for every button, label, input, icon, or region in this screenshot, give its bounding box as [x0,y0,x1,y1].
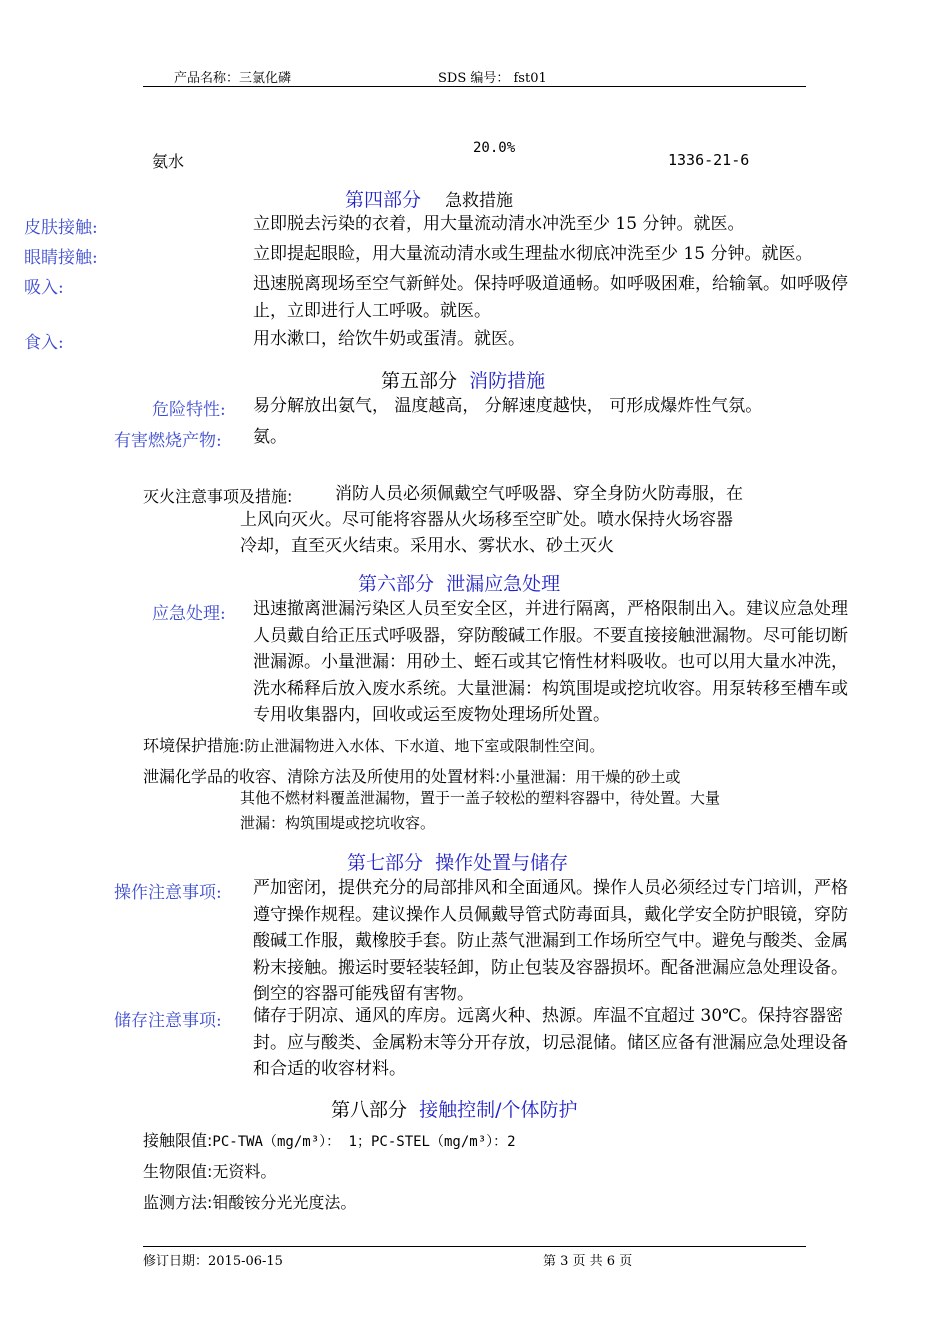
combustion-label: 有害燃烧产物: [114,431,222,451]
eye-contact-label: 眼睛接触: [24,248,98,268]
monitor-text: 钼酸铵分光光度法。 [212,1193,357,1212]
cleanup-first-line [143,764,680,787]
section7-part: 第七部分 [347,852,424,874]
emergency-line-3: 泄漏源。小量泄漏：用砂土、蛭石或其它惰性材料吸收。也可以用大量水冲洗， [253,652,848,672]
fire-line-1: 消防人员必须佩戴空气呼吸器、穿全身防火防毒服，在 [335,484,743,504]
handling-line-4: 粉末接触。搬运时要轻装轻卸，防止包装及容器损坏。配备泄漏应急处理设备。 [253,957,848,978]
handling-text [253,875,848,1008]
section5-title [381,366,545,393]
header-sds-number: SDS 编号： fst01 [438,71,547,86]
hazard-label: 危险特性: [152,400,226,420]
inhalation-label: 吸入: [24,278,64,298]
cleanup-line-1: 小量泄漏：用干燥的砂土或 [500,768,681,786]
cleanup-line-2: 其他不燃材料覆盖泄漏物，置于一盖子较松的塑料容器中，待处置。大量 [240,789,721,807]
bio-label: 生物限值: [143,1162,213,1181]
fire-line-2: 上风向灭火。尽可能将容器从火场移至空旷处。喷水保持火场容器 [240,510,733,530]
handling-line-5: 倒空的容器可能残留有害物。 [253,984,474,1004]
section6-title [358,569,560,596]
cleanup-label: 泄漏化学品的收容、清除方法及所使用的处置材料: [143,767,501,786]
emergency-label: 应急处理: [152,604,226,624]
ingestion-label: 食入: [24,333,64,353]
handling-label: 操作注意事项: [114,883,222,903]
section6-part: 第六部分 [358,573,435,595]
ingestion-text: 用水漱口，给饮牛奶或蛋清。就医。 [253,329,525,349]
emergency-line-4: 洗水稀释后放入废水系统。大量泄漏：构筑围堤或挖坑收容。用泵转移至槽车或 [253,678,848,699]
component-cas: 1336-21-6 [668,151,750,169]
component-percent: 20.0% [473,140,516,156]
storage-line-1: 储存于阴凉、通风的库房。远离火种、热源。库温不宜超过 30℃。保持容器密 [253,1006,844,1026]
handling-line-1: 严加密闭，提供充分的局部排风和全面通风。操作人员必须经过专门培训，严格 [253,878,848,898]
monitor-method [143,1190,356,1213]
bio-text: 无资料。 [212,1162,277,1181]
section4-name: 急救措施 [445,191,514,211]
section4-title [345,185,513,212]
env-label: 环境保护措施: [143,736,245,755]
env-text: 防止泄漏物进入水体、下水道、地下室或限制性空间。 [244,737,605,755]
bio-limit [143,1159,276,1182]
exposure-limit [143,1128,516,1151]
section5-part: 第五部分 [381,370,458,392]
handling-line-2: 遵守操作规程。建议操作人员佩戴导管式防毒面具，戴化学安全防护眼镜，穿防 [253,904,848,925]
handling-line-3: 酸碱工作服，戴橡胶手套。防止蒸气泄漏到工作场所空气中。避免与酸类、金属 [253,931,848,951]
storage-text [253,1003,848,1083]
section7-name: 操作处置与储存 [435,852,569,874]
emergency-line-1: 迅速撤离泄漏污染区人员至安全区，并进行隔离，严格限制出入。建议应急处理 [253,599,848,619]
limit-text: PC-TWA（mg/m³）： 1；PC-STEL（mg/m³）：2 [212,1134,516,1150]
storage-line-2: 封。应与酸类、金属粉末等分开存放，切忌混储。储区应备有泄漏应急处理设备 [253,1032,848,1053]
inhalation-line-2: 止，立即进行人工呼吸。就医。 [253,300,491,321]
inhalation-text [253,271,848,324]
skin-contact-label: 皮肤接触: [24,218,98,238]
skin-contact-text: 立即脱去污染的衣着，用大量流动清水冲洗至少 15 分钟。就医。 [253,214,745,234]
eye-contact-text: 立即提起眼睑，用大量流动清水或生理盐水彻底冲洗至少 15 分钟。就医。 [253,244,813,264]
env-protection [143,733,604,756]
emergency-line-2: 人员戴自给正压式呼吸器，穿防酸碱工作服。不要直接接触泄漏物。尽可能切断 [253,625,848,646]
monitor-label: 监测方法: [143,1193,213,1212]
header-product-name: 产品名称：三氯化磷 [174,71,292,86]
storage-line-3: 和合适的收容材料。 [253,1059,406,1079]
emergency-line-5: 专用收集器内，回收或运至废物处理场所处置。 [253,705,610,725]
emergency-text [253,596,848,729]
inhalation-line-1: 迅速脱离现场至空气新鲜处。保持呼吸道通畅。如呼吸困难，给输氧。如呼吸停 [253,274,848,294]
footer-revision-date: 修订日期：2015-06-15 [143,1254,283,1269]
section8-part: 第八部分 [331,1099,408,1121]
header-rule [143,86,806,87]
limit-label: 接触限值: [143,1131,213,1150]
section8-name: 接触控制/个体防护 [419,1099,578,1121]
section7-title [347,848,568,875]
cleanup-line-3: 泄漏：构筑围堤或挖坑收容。 [240,814,436,832]
section6-name: 泄漏应急处理 [446,573,561,595]
combustion-text: 氨。 [253,427,287,447]
storage-label: 储存注意事项: [114,1011,222,1031]
section8-title [331,1095,577,1122]
footer-page-number: 第 3 页 共 6 页 [543,1254,633,1269]
fire-label: 灭火注意事项及措施: [143,487,293,506]
hazard-text: 易分解放出氨气， 温度越高， 分解速度越快， 可形成爆炸性气氛。 [253,396,763,416]
section5-name: 消防措施 [469,370,546,392]
section4-part: 第四部分 [345,189,422,211]
component-name: 氨水 [152,152,185,171]
footer-rule [143,1246,806,1247]
fire-line-3: 冷却，直至灭火结束。采用水、雾状水、砂土灭火 [240,536,614,556]
